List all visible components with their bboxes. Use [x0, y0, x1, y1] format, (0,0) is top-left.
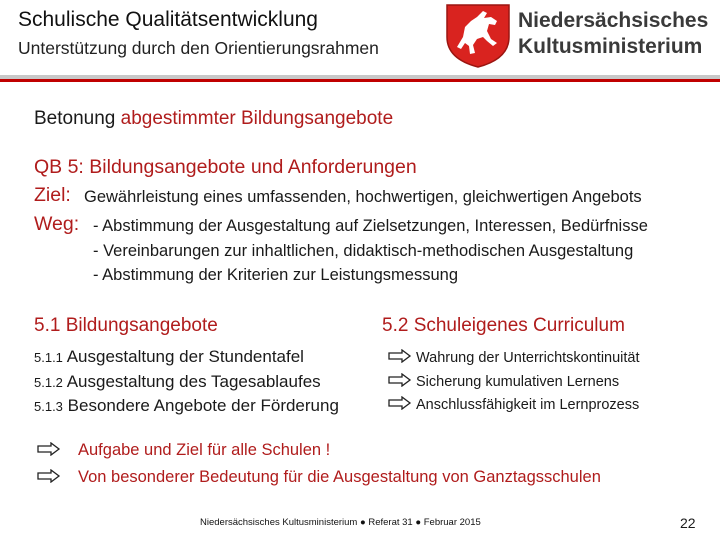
section-title-bildungsangebote: 5.1 Bildungsangebote	[34, 315, 218, 336]
item-number: 5.1.1	[34, 350, 63, 365]
main-heading	[34, 108, 393, 130]
page-number: 22	[680, 515, 696, 531]
weg-item: - Vereinbarungen zur inhaltlichen, didaktisch-methodischen Ausgestaltung	[93, 242, 634, 260]
list-item	[388, 349, 640, 366]
slide-title: Schulische Qualitätsentwicklung	[18, 8, 318, 31]
ministry-name	[518, 8, 708, 60]
item-text: Sicherung kumulativen Lernens	[416, 374, 620, 390]
conclusion-text: Aufgabe und Ziel für alle Schulen !	[78, 441, 331, 459]
arrow-right-icon	[36, 469, 62, 483]
item-text: Anschlussfähigkeit im Lernprozess	[416, 397, 640, 413]
ziel-label: Ziel:	[34, 184, 71, 206]
list-item	[34, 347, 304, 367]
arrow-right-icon	[388, 373, 412, 387]
footer-text: Niedersächsisches Kultusministerium ● Referat 31 ● Februar 2015	[200, 517, 481, 528]
item-number: 5.1.2	[34, 375, 63, 390]
list-item	[388, 396, 639, 413]
ministry-name-line1: Niedersächsisches	[518, 9, 709, 32]
arrow-right-icon	[388, 349, 412, 363]
main-heading-prefix: Betonung	[34, 108, 121, 129]
conclusion-item	[36, 441, 330, 460]
ziel-text: Gewährleistung eines umfassenden, hochwertigen, gleichwertigen Angebots	[84, 188, 642, 206]
arrow-right-icon	[388, 396, 412, 410]
item-number: 5.1.3	[34, 399, 63, 414]
item-text: Ausgestaltung der Stundentafel	[66, 347, 304, 366]
list-item	[34, 372, 321, 392]
conclusion-item	[36, 468, 601, 487]
lower-saxony-horse-crest-icon	[443, 3, 513, 69]
conclusion-text: Von besonderer Bedeutung für die Ausgestaltung von Ganztagsschulen	[78, 468, 601, 486]
ministry-name-line2: Kultusministerium	[518, 35, 703, 58]
weg-item: - Abstimmung der Kriterien zur Leistungsmessung	[93, 266, 458, 284]
item-text: Wahrung der Unterrichtskontinuität	[416, 350, 640, 366]
list-item	[388, 373, 619, 390]
weg-label: Weg:	[34, 213, 80, 235]
item-text: Ausgestaltung des Tagesablaufes	[66, 372, 321, 391]
main-heading-highlight: abgestimmter Bildungsangebote	[120, 108, 394, 129]
item-text: Besondere Angebote der Förderung	[67, 396, 339, 415]
qb-title: QB 5: Bildungsangebote und Anforderungen	[34, 156, 417, 178]
arrow-right-icon	[36, 442, 62, 456]
section-title-curriculum: 5.2 Schuleigenes Curriculum	[382, 315, 625, 336]
list-item	[34, 396, 339, 416]
weg-item: - Abstimmung der Ausgestaltung auf Zielsetzungen, Interessen, Bedürfnisse	[93, 217, 648, 235]
header-divider-red	[0, 79, 720, 82]
slide-subtitle: Unterstützung durch den Orientierungsrahmen	[18, 38, 379, 58]
